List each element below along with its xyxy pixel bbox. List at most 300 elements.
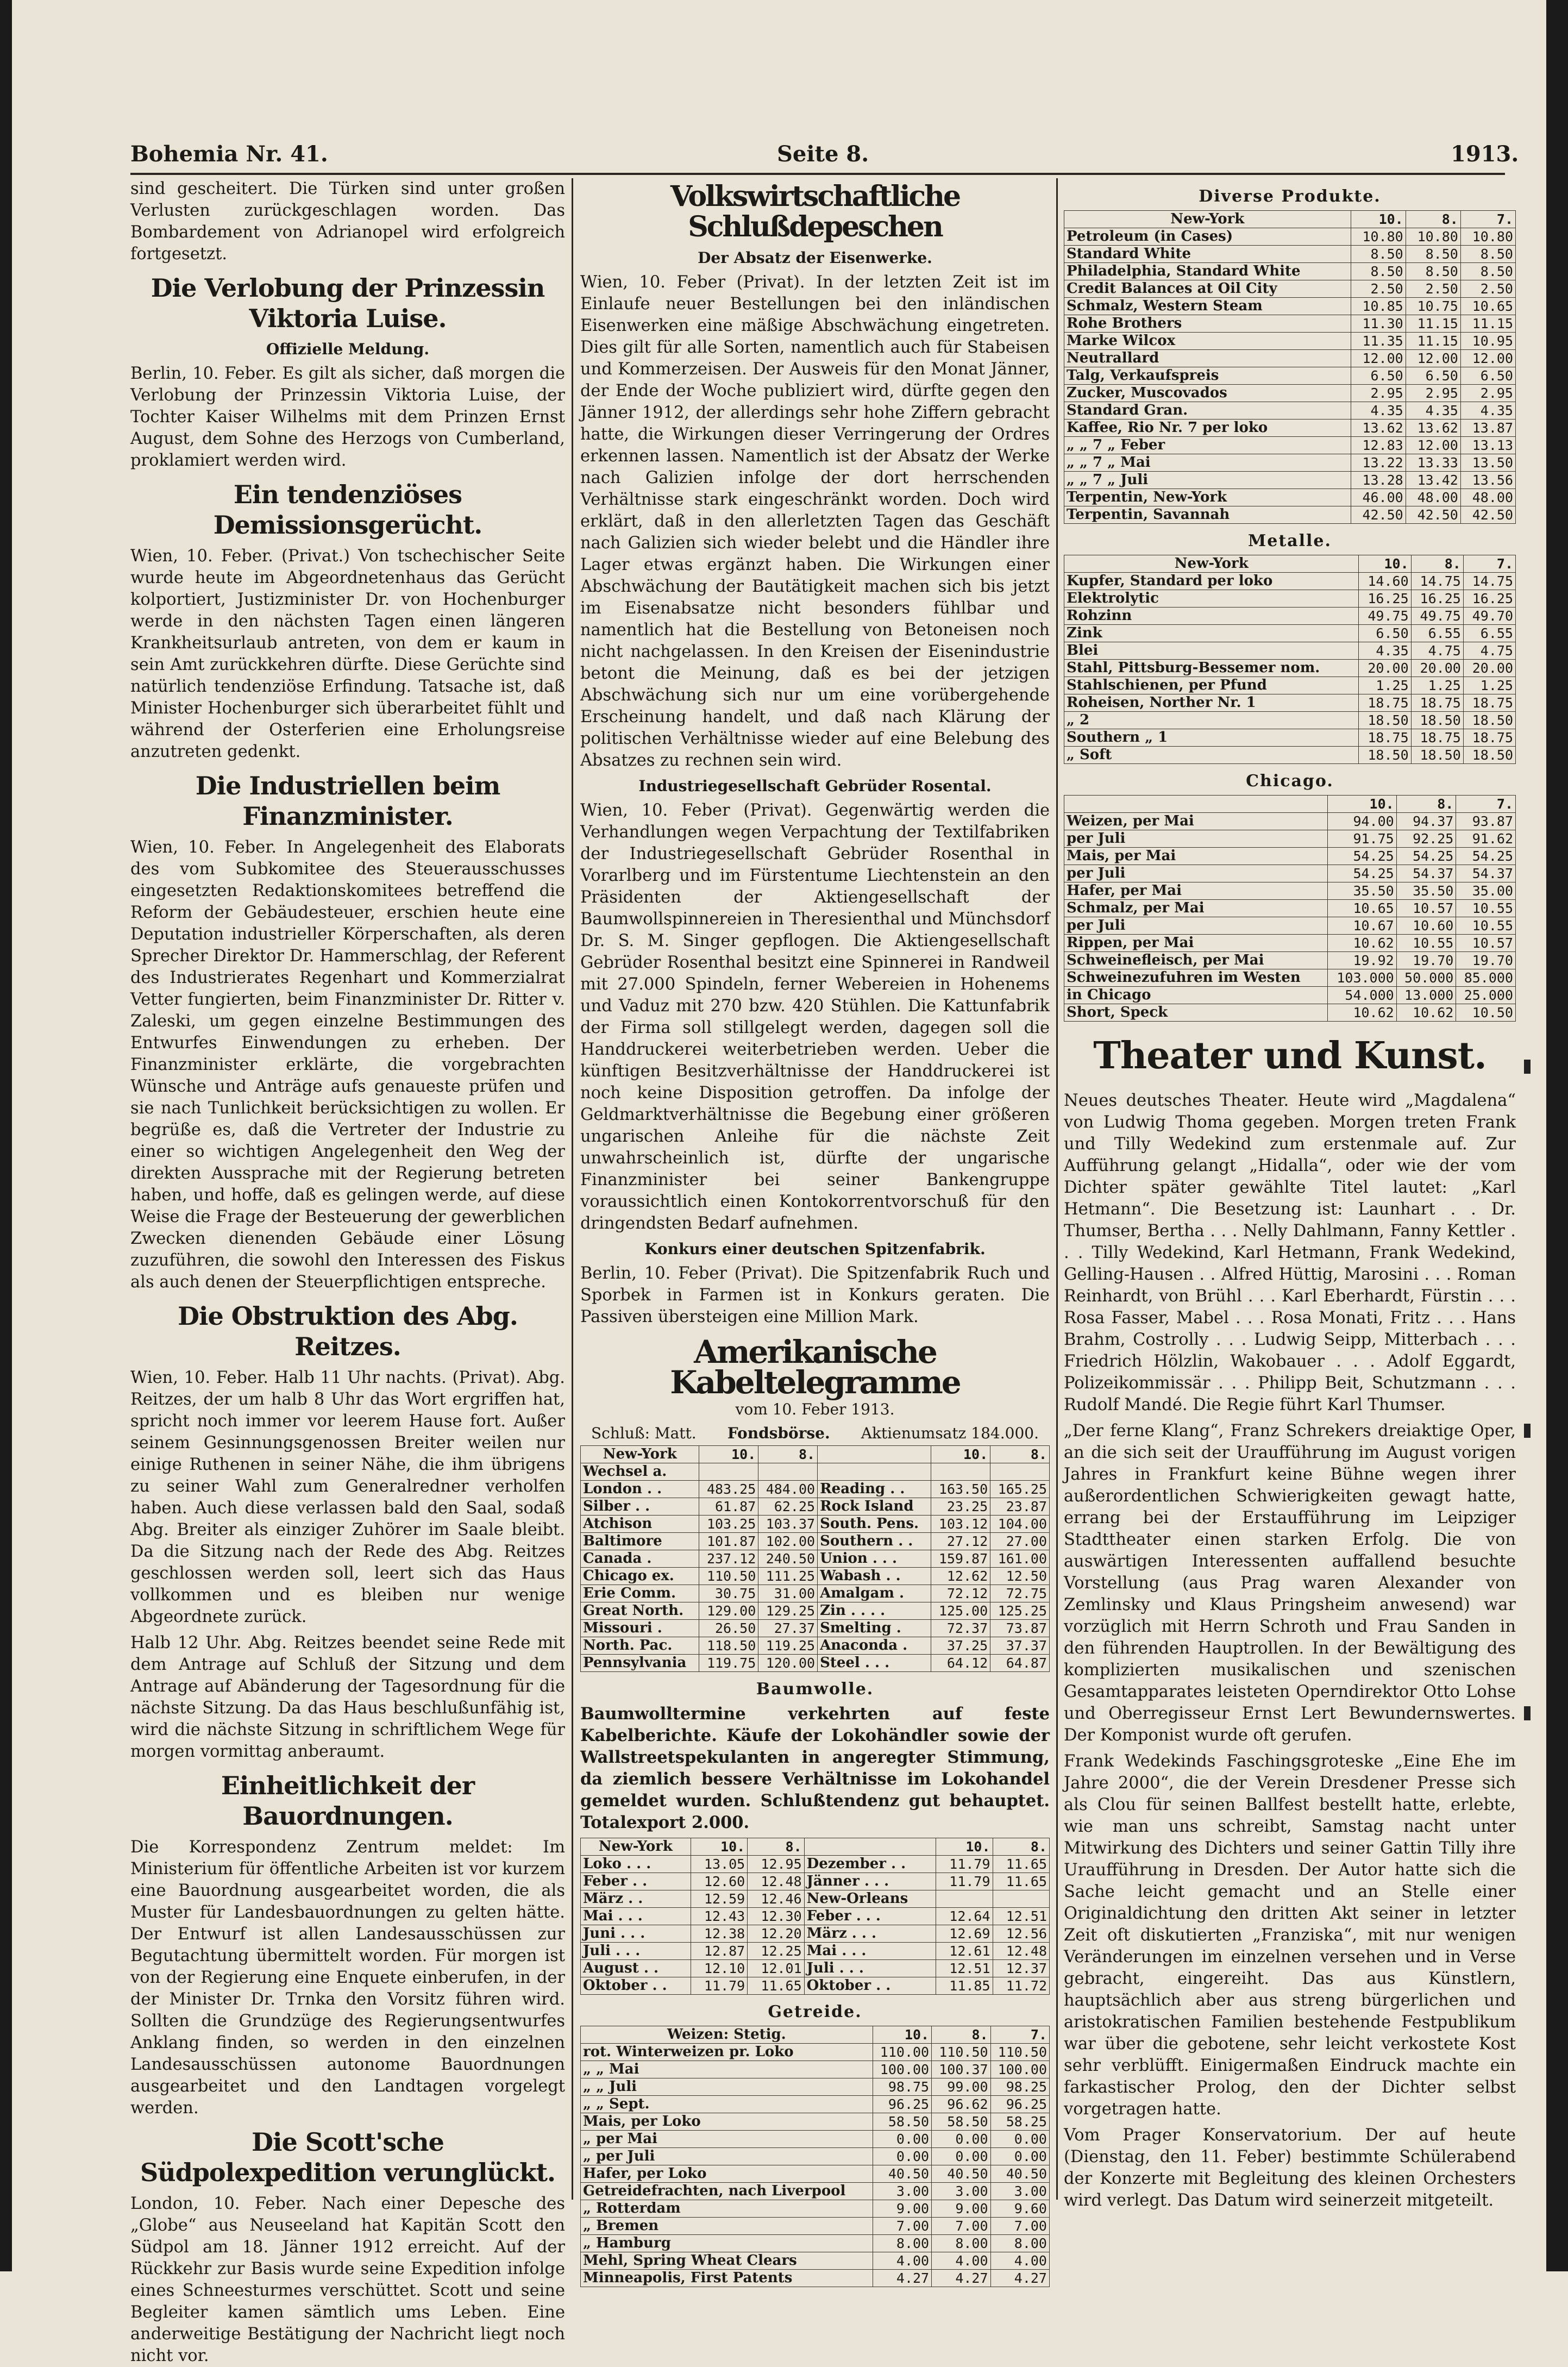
table-row (581, 1925, 1050, 1943)
table-header-cell: 7. (1456, 796, 1516, 813)
column-left (130, 178, 565, 2365)
table-row (581, 1516, 1050, 1533)
table-label-cell: Neutrallard (1064, 350, 1351, 367)
table-value-cell (993, 1890, 1049, 1908)
table-row (581, 2096, 1050, 2113)
article-subtitle: Der Absatz der Eisenwerke. (698, 249, 932, 267)
table-label-cell: New-Orleans (804, 1890, 936, 1908)
table-value-cell: 10.80 (1460, 228, 1515, 246)
table-label-cell: Standard Gran. (1064, 402, 1351, 419)
table-label-cell: Juni . . . (581, 1925, 691, 1943)
table-row (581, 1960, 1050, 1977)
table-header-cell: 10. (1351, 211, 1406, 228)
table-header-cell: 10. (1359, 555, 1411, 573)
table-label-cell: Credit Balances at Oil City (1064, 280, 1351, 298)
table-label-cell: Rohe Brothers (1064, 315, 1351, 333)
table-value-cell: 85.000 (1456, 969, 1516, 987)
table-label-cell: Marke Wilcox (1064, 333, 1351, 350)
table-label-cell: Talg, Verkaufspreis (1064, 367, 1351, 385)
table-value-cell: 12.00 (1460, 350, 1515, 367)
article-subtitle: Konkurs einer deutschen Spitzenfabrik. (644, 1240, 986, 1258)
table-label-cell: Great North. (581, 1602, 699, 1620)
table-header-cell: 8. (748, 1838, 804, 1856)
table-value-cell: 163.50 (931, 1481, 990, 1498)
table-value-cell: 54.25 (1456, 848, 1516, 865)
table-label-cell: South. Pens. (818, 1516, 931, 1533)
table-header-cell: 10. (699, 1446, 758, 1463)
table-value-cell: 58.50 (873, 2113, 931, 2131)
table-value-cell: 102.00 (758, 1533, 818, 1550)
table-label-cell: Oktober . . (804, 1977, 936, 1995)
table-label-cell: Jänner . . . (804, 1873, 936, 1890)
table-value-cell: 1.25 (1359, 677, 1411, 694)
table-header-cell: Weizen: Stetig. (581, 2026, 873, 2044)
section-title-baumwolle: Baumwolle. (756, 1680, 874, 1699)
table-label-cell: Feber . . (581, 1873, 691, 1890)
kabel-umsatz: Aktienumsatz 184.000. (861, 1424, 1039, 1442)
article-paragraph: Wien, 10. Feber. Halb 11 Uhr nachts. (Privat). Abg. Reitzes, der um halb 8 Uhr das Wort ergriffen hat, spricht noch immer vor leerem Hause fort. Außer seinem Gesinnungsgenossen Breiter weilen nur einige Ruthenen in seiner Nähe, die ihm übrigens zu seiner Wahl zum Generalredner verholfen haben. Auch diese verlassen bald den Saal, sodaß Abg. Breiter als einziger Zuhörer im Saale bleibt. Da die Sitzung nach der Rede des Abg. Reitzes geschlossen werden soll, leert sich das Haus vollkommen und es bleiben nur wenige Abgeordnete zurück. (130, 1368, 565, 1626)
table-header-cell: 10. (936, 1838, 993, 1856)
table-value-cell: 42.50 (1351, 506, 1406, 524)
table-row (1064, 952, 1516, 969)
table-row (581, 1602, 1050, 1620)
table-value-cell: 0.00 (873, 2148, 931, 2165)
table-row (1064, 263, 1516, 280)
table-value-cell: 3.00 (873, 2183, 931, 2200)
table-value-cell: 0.00 (873, 2131, 931, 2148)
table-row (1064, 489, 1516, 506)
table-label-cell: Petroleum (in Cases) (1064, 228, 1351, 246)
table-label-cell: Rohzinn (1064, 608, 1359, 625)
intro-paragraph: sind gescheitert. Die Türken sind unter großen Verlusten zurückgeschlagen worden. Das Bombardement von Adrianopel wird erfolgreich fortgesetzt. (130, 179, 565, 264)
table-value-cell: 13.33 (1406, 454, 1460, 472)
table-value-cell: 99.00 (932, 2078, 990, 2096)
table-value-cell: 12.48 (748, 1873, 804, 1890)
table-value-cell: 100.37 (932, 2061, 990, 2078)
table-value-cell: 40.50 (932, 2165, 990, 2183)
table-value-cell: 35.50 (1396, 882, 1456, 900)
table-value-cell: 37.37 (990, 1637, 1050, 1655)
table-value-cell: 104.00 (990, 1516, 1050, 1533)
table-value-cell: 100.00 (990, 2061, 1049, 2078)
table-row (1064, 367, 1516, 385)
table-row (581, 2218, 1050, 2235)
table-label-cell: rot. Winterweizen pr. Loko (581, 2044, 873, 2061)
column-right (1064, 178, 1516, 2210)
table-row (1064, 454, 1516, 472)
table-value-cell: 16.25 (1359, 590, 1411, 608)
header-page-number: Seite 8. (777, 141, 869, 167)
table-value-cell: 11.30 (1351, 315, 1406, 333)
article-subtitle: Offizielle Meldung. (266, 340, 430, 358)
table-value-cell: 0.00 (932, 2148, 990, 2165)
table-label-cell: Dezember . . (804, 1856, 936, 1873)
table-value-cell: 8.50 (1460, 246, 1515, 263)
table-value-cell: 14.75 (1463, 573, 1515, 590)
table-label-cell: „ per Juli (581, 2148, 873, 2165)
kabel-date: vom 10. Feber 1913. (735, 1400, 895, 1418)
stocks-table (580, 1445, 1050, 1672)
table-value-cell: 18.75 (1359, 729, 1411, 747)
table-label-cell: Juli . . . (804, 1960, 936, 1977)
table-value-cell: 26.50 (699, 1620, 758, 1637)
table-value-cell: 10.62 (1328, 1004, 1396, 1022)
article-subtitle: Industriegesellschaft Gebrüder Rosental. (638, 777, 992, 795)
table-value-cell: 18.75 (1463, 694, 1515, 712)
article-paragraph: Berlin, 10. Feber (Privat). Die Spitzenfabrik Ruch und Sporbek in Farmen ist in Konkurs geraten. Die Passiven übersteigen eine Million Mark. (580, 1264, 1050, 1326)
table-value-cell: 13.56 (1460, 472, 1515, 489)
article-title-industrielle: Die Industriellen beim Finanzminister. (195, 771, 500, 831)
table-row (1064, 419, 1516, 437)
table-header-cell: 8. (758, 1446, 818, 1463)
article-paragraph: Wien, 10. Feber (Privat). Gegenwärtig werden die Verhandlungen wegen Verpachtung der Textilfabriken der Industriegesellschaft Gebrüder Rosenthal in Vorarlberg und im Fürstentume Liechtenstein an den Präsidenten der Aktiengesellschaft der Baumwollspinnereien in Theresienthal und Münchsdorf Dr. S. M. Singer gepflogen. Die Aktiengesellschaft Gebrüder Rosenthal besitzt eine Spinnerei in Randweil mit 27.000 Spindeln, ferner Webereien in Hohenems und Vaduz mit 270 bzw. 420 Stühlen. Die Kattunfabrik der Firma soll stillgelegt werden, dagegen soll die Handdruckerei weiterbetrieben werden. Ueber die künftigen Besitzverhältnisse der Handdruckerei ist noch keine Disposition getroffen. Da infolge der Geldmarktverhältnisse die Begebung einer größeren ungarischen Anleihe für die nächste Zeit unwahrscheinlich ist, dürfte der ungarische Finanzminister bei seiner Bankengruppe voraussichtlich einen Kontokorrentvorschuß für den dringendsten Bedarf aufnehmen. (580, 801, 1050, 1233)
table-value-cell: 50.000 (1396, 969, 1456, 987)
table-value-cell: 110.50 (932, 2044, 990, 2061)
table-label-cell: Steel . . . (818, 1655, 931, 1672)
table-value-cell: 11.72 (993, 1977, 1049, 1995)
metal-table (1064, 555, 1516, 764)
table-value-cell: 49.70 (1463, 608, 1515, 625)
table-row (581, 1533, 1050, 1550)
table-value-cell: 4.27 (990, 2270, 1049, 2287)
table-value-cell: 4.75 (1463, 642, 1515, 660)
table-value-cell: 4.00 (932, 2252, 990, 2270)
table-label-cell: August . . (581, 1960, 691, 1977)
table-row (581, 2183, 1050, 2200)
table-value-cell: 10.60 (1396, 917, 1456, 935)
table-row (1064, 935, 1516, 952)
table-value-cell: 12.10 (691, 1960, 747, 1977)
table-value-cell: 159.87 (931, 1550, 990, 1568)
table-label-cell: Zucker, Muscovados (1064, 385, 1351, 402)
table-value-cell: 4.00 (873, 2252, 931, 2270)
table-value-cell: 13.000 (1396, 987, 1456, 1004)
table-value-cell: 19.70 (1456, 952, 1516, 969)
table-value-cell: 14.60 (1359, 573, 1411, 590)
article-paragraph: Halb 12 Uhr. Abg. Reitzes beendet seine Rede mit dem Antrage auf Schluß der Sitzung und dem Antrage auf Abänderung der Tagesordnung für die nächste Sitzung. Da das Haus beschlußunfähig ist, wird die nächste Sitzung in schriftlichem Wege für morgen vormittag anberaumt. (130, 1633, 565, 1761)
table-value-cell: 10.55 (1456, 900, 1516, 917)
table-value-cell: 20.00 (1463, 660, 1515, 677)
table-value-cell: 12.83 (1351, 437, 1406, 454)
table-value-cell: 12.87 (691, 1943, 747, 1960)
table-value-cell: 12.43 (691, 1908, 747, 1925)
table-value-cell: 12.69 (936, 1925, 993, 1943)
table-value-cell: 18.50 (1463, 712, 1515, 729)
table-value-cell: 10.57 (1456, 935, 1516, 952)
article-title-demission: Ein tendenziöses Demissionsgerücht. (213, 480, 482, 540)
table-label-cell: „ „ Juli (581, 2078, 873, 2096)
table-value-cell: 10.67 (1328, 917, 1396, 935)
table-row (1064, 298, 1516, 315)
table-label-cell: Smelting . (818, 1620, 931, 1637)
table-value-cell: 4.35 (1406, 402, 1460, 419)
table-label-cell: „ „ 7 „ Mai (1064, 454, 1351, 472)
table-row (581, 2165, 1050, 2183)
table-value-cell: 4.35 (1351, 402, 1406, 419)
table-value-cell: 13.28 (1351, 472, 1406, 489)
table-row (1064, 660, 1516, 677)
table-value-cell: 1.25 (1411, 677, 1463, 694)
table-value-cell (931, 1463, 990, 1481)
table-row (581, 2131, 1050, 2148)
table-value-cell: 2.95 (1406, 385, 1460, 402)
table-row (581, 1498, 1050, 1516)
table-value-cell: 94.00 (1328, 813, 1396, 830)
table-value-cell: 8.50 (1351, 246, 1406, 263)
table-value-cell: 2.95 (1351, 385, 1406, 402)
table-value-cell: 13.22 (1351, 454, 1406, 472)
table-header-cell (818, 1446, 931, 1463)
table-label-cell: per Juli (1064, 917, 1328, 935)
table-label-cell: Kaffee, Rio Nr. 7 per loko (1064, 419, 1351, 437)
table-value-cell: 72.12 (931, 1585, 990, 1602)
table-value-cell: 94.37 (1396, 813, 1456, 830)
table-value-cell: 13.87 (1460, 419, 1515, 437)
table-value-cell: 12.01 (748, 1960, 804, 1977)
table-value-cell: 111.25 (758, 1568, 818, 1585)
table-row (1064, 694, 1516, 712)
kabel-section: Fondsbörse. (727, 1424, 830, 1442)
table-header-cell: 8. (990, 1446, 1050, 1463)
table-value-cell: 98.75 (873, 2078, 931, 2096)
table-value-cell (699, 1463, 758, 1481)
table-label-cell: Hafer, per Loko (581, 2165, 873, 2183)
table-value-cell: 3.00 (990, 2183, 1049, 2200)
table-value-cell: 40.50 (990, 2165, 1049, 2183)
table-value-cell: 4.75 (1411, 642, 1463, 660)
table-value-cell: 11.15 (1406, 333, 1460, 350)
chicago-table (1064, 795, 1516, 1022)
table-row (1064, 608, 1516, 625)
table-header-cell: 10. (931, 1446, 990, 1463)
table-value-cell: 12.59 (691, 1890, 747, 1908)
table-value-cell: 0.00 (932, 2131, 990, 2148)
table-label-cell: Missouri . (581, 1620, 699, 1637)
table-value-cell: 110.50 (990, 2044, 1049, 2061)
table-header-cell: New-York (581, 1446, 699, 1463)
table-label-cell: Anaconda . (818, 1637, 931, 1655)
table-value-cell: 6.50 (1460, 367, 1515, 385)
table-label-cell: Mais, per Mai (1064, 848, 1328, 865)
table-value-cell: 13.50 (1460, 454, 1515, 472)
header-year: 1913. (1451, 141, 1519, 167)
table-value-cell: 16.25 (1463, 590, 1515, 608)
table-value-cell: 92.25 (1396, 830, 1456, 848)
table-label-cell: Southern „ 1 (1064, 729, 1359, 747)
table-label-cell: per Juli (1064, 865, 1328, 882)
table-label-cell: Feber . . . (804, 1908, 936, 1925)
article-title-verlobung: Die Verlobung der Prinzessin Viktoria Luise. (150, 273, 545, 333)
article-paragraph: Wien, 10. Feber. In Angelegenheit des Elaborats des vom Subkomitee des Steuerausschusses eingesetzten Redaktionskomitees betreffend die Reform der Gebäudesteuer, erschien heute eine Deputation industrieller Körperschaften, als deren Sprecher Direktor Dr. Hammerschlag, der Referent des Industrierates Regenhart und Kommerzialrat Vetter fungierten, beim Finanzminister Dr. Ritter v. Zaleski, um gegen einzelne Bestimmungen des Entwurfes Einwendungen zu erheben. Der Finanzminister erklärte, die vorgebrachten Wünsche und Anträge aufs genaueste prüfen und sie nach Tunlichkeit berücksichtigen zu wollen. Er begrüße es, daß die Vertreter der Industrie zu einer so wichtigen Angelegenheit den Weg der direkten Aussprache mit der Regierung betreten haben, und hoffe, daß es gelingen werde, auf diese Weise die Frage der Besteuerung der gewerblichen Zwecken dienenden Gebäude einer Lösung zuzuführen, die sowohl den Interessen des Fiskus als auch denen der Steuerpflichtigen entspreche. (130, 838, 565, 1292)
table-value-cell: 23.25 (931, 1498, 990, 1516)
theater-paragraph: Neues deutsches Theater. Heute wird „Magdalena“ von Ludwig Thoma gegeben. Morgen treten Frank und Tilly Wedekind zum erstenmale auf. Zur Aufführung gelangt „Hidalla“, oder wie der vom Dichter später gewählte Titel lautet: „Karl Hetmann“. Die Besetzung ist: Launhart . . Dr. Thumser, Bertha . . . Nelly Dahlmann, Fanny Kettler . . . Tilly Wedekind, Karl Hetmann, Frank Wedekind, Gelling-Hausen . . Alfred Hüttig, Marosini . . . Roman Reinhardt, von Brühl . . . Karl Eberhardt, Fürstin . . . Rosa Fasser, Mabel . . . Rosa Monati, Fritz . . . Hans Brahm, Costrolly . . . Ludwig Seipp, Mitterbach . . . Friedrich Hölzlin, Wakobauer . . . Adolf Eggardt, Polizeikommissär . . . Philipp Beit, Schutzmann . . . Rudolf Mandé. Die Regie führt Karl Thumser. (1064, 1091, 1516, 1414)
article-paragraph: Wien, 10. Feber. (Privat.) Von tschechischer Seite wurde heute im Abgeordnetenhaus das Gerücht kolportiert, Justizminister Dr. von Hochenburger werde in den nächsten Tagen einen längeren Krankheitsurlaub antreten, von dem er kaum in sein Amt zurückkehren dürfte. Diese Gerüchte sind natürlich tendenziöse Erfindung. Tatsache ist, daß Minister Hochenburger sich überarbeitet fühlt und während der Osterferien eine Erholungsreise anzutreten gedenkt. (130, 547, 565, 761)
table-label-cell: März . . . (804, 1925, 936, 1943)
table-value-cell: 13.42 (1406, 472, 1460, 489)
table-value-cell: 10.55 (1456, 917, 1516, 935)
table-value-cell: 7.00 (932, 2218, 990, 2235)
table-label-cell: Elektrolytic (1064, 590, 1359, 608)
table-value-cell: 49.75 (1411, 608, 1463, 625)
table-value-cell: 8.00 (873, 2235, 931, 2252)
table-row (581, 2235, 1050, 2252)
table-value-cell: 54.25 (1396, 848, 1456, 865)
article-paragraph: London, 10. Feber. Nach einer Depesche des „Globe“ aus Neuseeland hat Kapitän Scott den Südpol am 18. Jänner 1912 erreicht. Auf der Rückkehr zur Basis wurde seine Expedition infolge eines Schneesturmes verschüttet. Scott und seine Begleiter kamen sämtlich ums Leben. Eine anderweitige Bestätigung der Nachricht liegt noch nicht vor. (130, 2194, 565, 2365)
table-row (1064, 848, 1516, 865)
table-value-cell: 11.79 (936, 1856, 993, 1873)
table-label-cell: Juli . . . (581, 1943, 691, 1960)
table-value-cell (990, 1463, 1050, 1481)
section-title-kabel: Amerikanische Kabeltelegramme (670, 1333, 960, 1401)
table-value-cell: 12.00 (1406, 350, 1460, 367)
table-value-cell: 18.50 (1463, 747, 1515, 764)
table-label-cell: Zin . . . . (818, 1602, 931, 1620)
page-header (130, 136, 1519, 174)
table-value-cell: 11.79 (691, 1977, 747, 1995)
table-value-cell: 10.95 (1460, 333, 1515, 350)
table-label-cell: „ „ 7 „ Feber (1064, 437, 1351, 454)
table-value-cell: 103.37 (758, 1516, 818, 1533)
table-row (581, 1655, 1050, 1672)
table-value-cell: 1.25 (1463, 677, 1515, 694)
table-value-cell: 6.50 (1406, 367, 1460, 385)
table-value-cell: 11.35 (1351, 333, 1406, 350)
table-value-cell: 8.00 (932, 2235, 990, 2252)
table-value-cell: 110.00 (873, 2044, 931, 2061)
table-value-cell: 0.00 (990, 2148, 1049, 2165)
table-value-cell: 125.00 (931, 1602, 990, 1620)
table-label-cell: Baltimore (581, 1533, 699, 1550)
table-label-cell: Atchison (581, 1516, 699, 1533)
table-label-cell: Wabash . . (818, 1568, 931, 1585)
table-value-cell: 91.75 (1328, 830, 1396, 848)
table-value-cell: 58.50 (932, 2113, 990, 2131)
table-value-cell: 42.50 (1460, 506, 1515, 524)
article-title-suedpol: Die Scott'sche Südpolexpedition verunglückt. (140, 2127, 556, 2187)
table-value-cell: 9.00 (873, 2200, 931, 2218)
table-value-cell: 13.05 (691, 1856, 747, 1873)
table-label-cell: Schmalz, Western Steam (1064, 298, 1351, 315)
table-label-cell: Short, Speck (1064, 1004, 1328, 1022)
header-rule (130, 173, 1505, 175)
table-row (581, 1637, 1050, 1655)
table-value-cell: 8.50 (1406, 246, 1460, 263)
table-value-cell: 103.12 (931, 1516, 990, 1533)
table-value-cell: 7.00 (873, 2218, 931, 2235)
table-value-cell: 119.25 (758, 1637, 818, 1655)
table-header-cell: 8. (1406, 211, 1460, 228)
table-value-cell: 12.00 (1406, 437, 1460, 454)
table-value-cell: 240.50 (758, 1550, 818, 1568)
table-value-cell: 10.80 (1351, 228, 1406, 246)
table-value-cell: 73.87 (990, 1620, 1050, 1637)
table-row (581, 1620, 1050, 1637)
cotton-table (580, 1838, 1050, 1995)
table-row (1064, 882, 1516, 900)
table-label-cell: „ 2 (1064, 712, 1359, 729)
margin-mark (1524, 1706, 1531, 1720)
table-row (1064, 437, 1516, 454)
table-label-cell: Terpentin, New-York (1064, 489, 1351, 506)
table-row (581, 2078, 1050, 2096)
table-header-cell: New-York (581, 1838, 691, 1856)
table-row (581, 2113, 1050, 2131)
table-value-cell: 101.87 (699, 1533, 758, 1550)
table-label-cell: März . . (581, 1890, 691, 1908)
table-label-cell: Schweinefleisch, per Mai (1064, 952, 1328, 969)
table-value-cell: 10.85 (1351, 298, 1406, 315)
table-value-cell: 11.79 (936, 1873, 993, 1890)
table-value-cell: 20.00 (1359, 660, 1411, 677)
table-value-cell: 40.50 (873, 2165, 931, 2183)
table-value-cell: 30.75 (699, 1585, 758, 1602)
table-value-cell: 4.35 (1359, 642, 1411, 660)
table-value-cell: 54.25 (1328, 865, 1396, 882)
table-label-cell: Mai . . . (581, 1908, 691, 1925)
table-label-cell: Getreidefrachten, nach Liverpool (581, 2183, 873, 2200)
table-row (1064, 900, 1516, 917)
table-value-cell: 12.00 (1351, 350, 1406, 367)
table-value-cell: 12.51 (936, 1960, 993, 1977)
table-value-cell: 18.50 (1411, 712, 1463, 729)
table-value-cell: 14.75 (1411, 573, 1463, 590)
table-value-cell: 46.00 (1351, 489, 1406, 506)
table-value-cell: 61.87 (699, 1498, 758, 1516)
table-label-cell: Erie Comm. (581, 1585, 699, 1602)
table-value-cell: 18.75 (1411, 694, 1463, 712)
table-row (581, 2270, 1050, 2287)
table-row (1064, 472, 1516, 489)
table-value-cell: 125.25 (990, 1602, 1050, 1620)
table-value-cell: 6.55 (1463, 625, 1515, 642)
table-value-cell: 10.55 (1396, 935, 1456, 952)
table-value-cell: 54.25 (1328, 848, 1396, 865)
table-label-cell: North. Pac. (581, 1637, 699, 1655)
table-value-cell: 13.62 (1351, 419, 1406, 437)
table-row (581, 2252, 1050, 2270)
section-title-getreide: Getreide. (768, 2002, 862, 2021)
table-value-cell: 165.25 (990, 1481, 1050, 1498)
table-label-cell: per Juli (1064, 830, 1328, 848)
table-header-cell: New-York (1064, 555, 1359, 573)
table-row (1064, 729, 1516, 747)
table-value-cell: 98.25 (990, 2078, 1049, 2096)
table-row (1064, 917, 1516, 935)
table-value-cell: 7.00 (990, 2218, 1049, 2235)
table-value-cell: 4.27 (873, 2270, 931, 2287)
article-paragraph: Berlin, 10. Feber. Es gilt als sicher, daß morgen die Verlobung der Prinzessin Viktoria Luise, der Tochter Kaiser Wilhelms mit dem Prinzen Ernst August, dem Sohne des Herzogs von Cumberland, proklamiert werden wird. (130, 364, 565, 470)
theater-paragraph: Frank Wedekinds Faschingsgroteske „Eine Ehe im Jahre 2000“, die der Verein Dresdener Presse sich als Clou für seinen Ballfest bestellt hatte, erlebte, wie man uns schreibt, Samstag nacht unter Mitwirkung des Dichters und seiner Gattin Tilly ihre Uraufführung in Dresden. Der Autor hatte sich die Sache leicht gemacht und an Stelle einer Originaldichtung den dritten Akt seiner in letzter Zeit oft diskutierten „Franziska“, mit nur wenigen Veränderungen im einzelnen versehen und in Verse gebracht, eingereiht. Das aus Künstlern, hauptsächlich aber aus streng bürgerlichen und aristokratischen Familien bestehende Festpublikum war über die gebotene, sehr leicht verkostete Kost sehr verblüfft. Einigermaßen Eindruck machte ein farkastischer Prolog, den der Dichter selbst vorgetragen hatte. (1064, 1752, 1516, 2119)
table-value-cell: 10.80 (1406, 228, 1460, 246)
table-label-cell: Mehl, Spring Wheat Clears (581, 2252, 873, 2270)
table-value-cell: 4.27 (932, 2270, 990, 2287)
table-value-cell: 49.75 (1359, 608, 1411, 625)
table-value-cell: 37.25 (931, 1637, 990, 1655)
table-label-cell: „ Rotterdam (581, 2200, 873, 2218)
table-value-cell: 8.50 (1351, 263, 1406, 280)
table-value-cell: 3.00 (932, 2183, 990, 2200)
table-value-cell: 8.50 (1406, 263, 1460, 280)
article-paragraph: Wien, 10. Feber (Privat). In der letzten Zeit ist im Einlaufe neuer Bestellungen bei den inländischen Eisenwerken eine mäßige Abschwächung eingetreten. Dies gilt für alle Sorten, namentlich auch für Stabeisen und Kommerzeisen. Der Ausweis für den Monat Jänner, der Ende der Woche publiziert wird, dürfte gegen den Jänner 1912, der allerdings sehr hohe Ziffern gebracht hatte, die Wirkungen dieser Verringerung der Ordres erkennen lassen. Namentlich ist der Absatz der Werke nach Galizien infolge der dort herrschenden Verhältnisse stark eingeschränkt worden. Doch wird erklärt, daß in den allerletzten Tagen das Geschäft nach Galizien sich wieder belebt und die Händler ihre Lager etwas ergänzt haben. Die Wirkungen einer Abschwächung der Bautätigkeit machen sich bis jetzt im Eisenabsatze nicht besonders fühlbar und namentlich hat die Bestellung von Betoneisen noch nicht nachgelassen. In den Kreisen der Eisenindustrie betont die Meinung, daß es bei der jetzigen Abschwächung sich nur um eine vorübergehende Erscheinung handelt, und daß nach Klärung der politischen Verhältnisse wieder auf eine Belebung des Absatzes zu rechnen sein wird. (580, 273, 1050, 770)
table-label-cell: „ „ 7 „ Juli (1064, 472, 1351, 489)
table-header-cell: 7. (1463, 555, 1515, 573)
table-value-cell: 12.56 (993, 1925, 1049, 1943)
table-value-cell: 9.60 (990, 2200, 1049, 2218)
table-value-cell: 25.000 (1456, 987, 1516, 1004)
table-label-cell: Stahl, Pittsburg-Bessemer nom. (1064, 660, 1359, 677)
table-value-cell: 6.55 (1411, 625, 1463, 642)
table-header-cell: 8. (993, 1838, 1049, 1856)
